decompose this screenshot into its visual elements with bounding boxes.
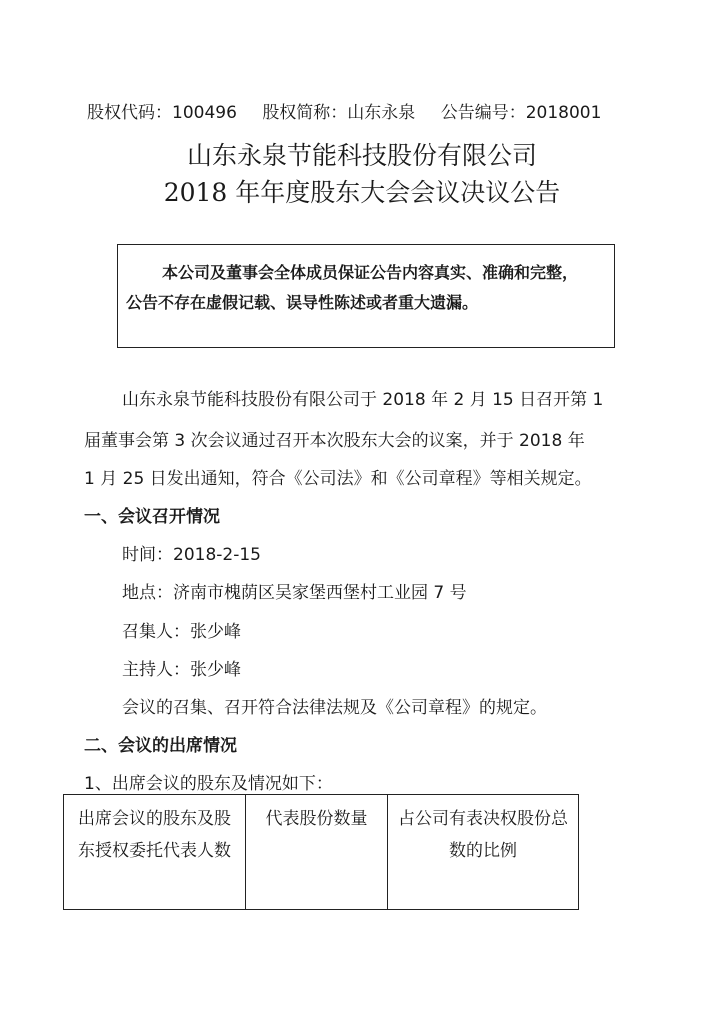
header-share-ratio: 占公司有表决权股份总数的比例: [388, 795, 579, 910]
meeting-convener: 召集人：张少峰: [122, 622, 241, 642]
stock-name: 股权简称：山东永泉: [262, 103, 416, 123]
intro-line-2: 届董事会第 3 次会议通过召开本次股东大会的议案，并于 2018 年: [84, 431, 585, 451]
table-row: [64, 795, 579, 910]
stock-code: 股权代码：100496: [87, 103, 237, 123]
intro-line-3: 1 月 25 日发出通知，符合《公司法》和《公司章程》等相关规定。: [84, 469, 592, 489]
meeting-host: 主持人：张少峰: [122, 660, 241, 680]
document-title: 2018 年年度股东大会会议决议公告: [163, 178, 561, 207]
announcement-number: 公告编号：2018001: [440, 103, 602, 123]
header-share-count: 代表股份数量: [246, 795, 388, 910]
meeting-compliance: 会议的召集、召开符合法律法规及《公司章程》的规定。: [122, 698, 547, 718]
notice-line-2: 公告不存在虚假记载、误导性陈述或者重大遗漏。: [126, 293, 479, 312]
meeting-time: 时间：2018-2-15: [122, 545, 261, 565]
attendance-subheading: 1、出席会议的股东及情况如下：: [84, 774, 333, 794]
company-title: 山东永泉节能科技股份有限公司: [186, 141, 537, 170]
section-heading-attendance: 二、会议的出席情况: [84, 736, 237, 756]
attendance-table: [63, 794, 579, 910]
announcement-header: [87, 98, 601, 123]
intro-line-1: 山东永泉节能科技股份有限公司于 2018 年 2 月 15 日召开第 1: [122, 390, 604, 410]
section-heading-meeting: 一、会议召开情况: [84, 507, 220, 527]
meeting-location: 地点：济南市槐荫区吴家堡西堡村工业园 7 号: [122, 583, 467, 603]
header-attendee-count: 出席会议的股东及股东授权委托代表人数: [64, 795, 246, 910]
notice-line-1: 本公司及董事会全体成员保证公告内容真实、准确和完整，: [162, 263, 579, 282]
